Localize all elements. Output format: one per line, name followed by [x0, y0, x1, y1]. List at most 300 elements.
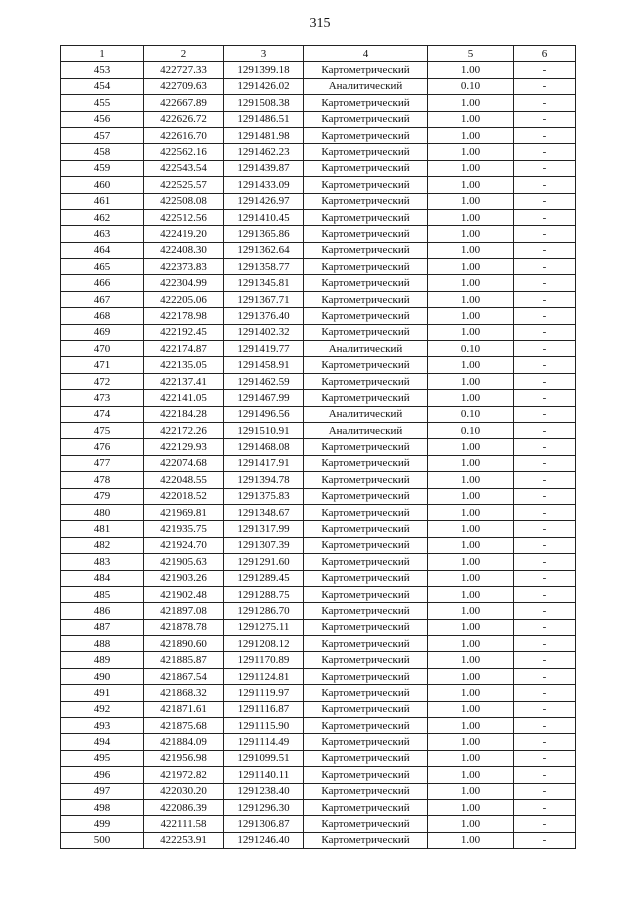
table-cell: 1.00	[428, 832, 514, 848]
table-cell: 463	[61, 226, 144, 242]
table-cell: 1.00	[428, 95, 514, 111]
table-cell: -	[514, 537, 576, 553]
table-cell: -	[514, 373, 576, 389]
table-cell: 1291116.87	[224, 701, 304, 717]
table-cell: 422512.56	[144, 209, 224, 225]
table-cell: 1291289.45	[224, 570, 304, 586]
table-cell: -	[514, 586, 576, 602]
table-cell: Картометрический	[304, 95, 428, 111]
table-cell: 422304.99	[144, 275, 224, 291]
table-row	[61, 390, 576, 406]
table-cell: Картометрический	[304, 554, 428, 570]
table-cell: 1.00	[428, 390, 514, 406]
table-cell: Картометрический	[304, 652, 428, 668]
table-cell: 1291410.45	[224, 209, 304, 225]
table-row	[61, 570, 576, 586]
table-cell: -	[514, 636, 576, 652]
table-cell: 1291317.99	[224, 521, 304, 537]
table-cell: 1.00	[428, 750, 514, 766]
table-cell: -	[514, 668, 576, 684]
table-cell: -	[514, 799, 576, 815]
table-cell: 488	[61, 636, 144, 652]
table-cell: 1291402.32	[224, 324, 304, 340]
table-cell: 491	[61, 685, 144, 701]
table-row	[61, 816, 576, 832]
table-cell: 1291119.97	[224, 685, 304, 701]
table-cell: 499	[61, 816, 144, 832]
table-cell: -	[514, 144, 576, 160]
table-cell: 1.00	[428, 193, 514, 209]
table-cell: 422508.08	[144, 193, 224, 209]
table-row	[61, 652, 576, 668]
table-cell: 453	[61, 62, 144, 78]
table-cell: 1291365.86	[224, 226, 304, 242]
table-cell: Картометрический	[304, 832, 428, 848]
table-cell: Картометрический	[304, 455, 428, 471]
table-row	[61, 193, 576, 209]
table-cell: 421884.09	[144, 734, 224, 750]
table-cell: 1291426.02	[224, 78, 304, 94]
table-cell: Картометрический	[304, 750, 428, 766]
table-cell: -	[514, 750, 576, 766]
table-cell: 1.00	[428, 308, 514, 324]
table-cell: 1.00	[428, 570, 514, 586]
table-cell: 422111.58	[144, 816, 224, 832]
table-cell: -	[514, 685, 576, 701]
table-cell: 421902.48	[144, 586, 224, 602]
table-cell: -	[514, 422, 576, 438]
table-cell: -	[514, 242, 576, 258]
table-cell: Картометрический	[304, 603, 428, 619]
table-cell: 1291486.51	[224, 111, 304, 127]
table-cell: 1.00	[428, 718, 514, 734]
table-cell: 1291481.98	[224, 127, 304, 143]
table-cell: 1.00	[428, 652, 514, 668]
table-cell: 1291291.60	[224, 554, 304, 570]
table-cell: 1.00	[428, 734, 514, 750]
table-cell: Картометрический	[304, 373, 428, 389]
table-cell: -	[514, 603, 576, 619]
table-cell: 1.00	[428, 816, 514, 832]
table-cell: 1291433.09	[224, 177, 304, 193]
table-cell: 0.10	[428, 422, 514, 438]
table-cell: 1.00	[428, 685, 514, 701]
table-cell: 1.00	[428, 799, 514, 815]
table-cell: -	[514, 275, 576, 291]
table-cell: 482	[61, 537, 144, 553]
table-row	[61, 472, 576, 488]
table-cell: 421871.61	[144, 701, 224, 717]
table-cell: -	[514, 718, 576, 734]
table-cell: 1291467.99	[224, 390, 304, 406]
table-cell: 484	[61, 570, 144, 586]
table-cell: 1291238.40	[224, 783, 304, 799]
table-row	[61, 734, 576, 750]
table-cell: 493	[61, 718, 144, 734]
table-cell: 422174.87	[144, 341, 224, 357]
table-cell: 421905.63	[144, 554, 224, 570]
table-cell: 458	[61, 144, 144, 160]
table-cell: Картометрический	[304, 177, 428, 193]
column-header: 3	[224, 46, 304, 62]
table-row	[61, 242, 576, 258]
table-cell: 1.00	[428, 472, 514, 488]
table-cell: 0.10	[428, 341, 514, 357]
table-cell: 1291170.89	[224, 652, 304, 668]
table-cell: -	[514, 160, 576, 176]
table-cell: 1.00	[428, 324, 514, 340]
table-cell: 422184.28	[144, 406, 224, 422]
table-cell: 455	[61, 95, 144, 111]
table-cell: 492	[61, 701, 144, 717]
table-row	[61, 341, 576, 357]
table-row	[61, 275, 576, 291]
table-cell: 485	[61, 586, 144, 602]
table-cell: 457	[61, 127, 144, 143]
table-cell: 462	[61, 209, 144, 225]
table-cell: -	[514, 439, 576, 455]
column-header: 5	[428, 46, 514, 62]
table-row	[61, 439, 576, 455]
table-cell: Картометрический	[304, 718, 428, 734]
table-cell: Картометрический	[304, 701, 428, 717]
table-cell: -	[514, 472, 576, 488]
table-row	[61, 78, 576, 94]
table-cell: -	[514, 177, 576, 193]
table-cell: 1291419.77	[224, 341, 304, 357]
table-cell: 422172.26	[144, 422, 224, 438]
table-cell: 1.00	[428, 259, 514, 275]
table-cell: -	[514, 111, 576, 127]
table-cell: 480	[61, 504, 144, 520]
table-cell: Картометрический	[304, 504, 428, 520]
table-body	[61, 62, 576, 849]
table-cell: 1.00	[428, 603, 514, 619]
table-cell: 421868.32	[144, 685, 224, 701]
table-row	[61, 636, 576, 652]
table-cell: 1291399.18	[224, 62, 304, 78]
table-cell: 497	[61, 783, 144, 799]
table-row	[61, 422, 576, 438]
table-cell: 1.00	[428, 160, 514, 176]
table-cell: -	[514, 816, 576, 832]
table-cell: 477	[61, 455, 144, 471]
table-cell: 421875.68	[144, 718, 224, 734]
table-cell: 481	[61, 521, 144, 537]
table-cell: 1291462.59	[224, 373, 304, 389]
table-cell: 1291286.70	[224, 603, 304, 619]
table-cell: 1.00	[428, 242, 514, 258]
table-cell: 421969.81	[144, 504, 224, 520]
table-cell: 1.00	[428, 127, 514, 143]
table-row	[61, 373, 576, 389]
table-cell: Картометрический	[304, 537, 428, 553]
table-cell: 421867.54	[144, 668, 224, 684]
table-cell: Картометрический	[304, 799, 428, 815]
table-cell: 1.00	[428, 373, 514, 389]
table-cell: 474	[61, 406, 144, 422]
table-cell: Картометрический	[304, 259, 428, 275]
table-cell: -	[514, 95, 576, 111]
table-cell: 1291417.91	[224, 455, 304, 471]
table-cell: 1.00	[428, 636, 514, 652]
table-cell: Аналитический	[304, 78, 428, 94]
table-cell: Картометрический	[304, 439, 428, 455]
table-cell: 422709.63	[144, 78, 224, 94]
table-cell: -	[514, 209, 576, 225]
table-cell: 1.00	[428, 767, 514, 783]
table-cell: 1.00	[428, 668, 514, 684]
table-cell: Картометрический	[304, 62, 428, 78]
table-cell: 1.00	[428, 144, 514, 160]
table-cell: 1.00	[428, 291, 514, 307]
table-cell: Картометрический	[304, 357, 428, 373]
table-cell: Картометрический	[304, 570, 428, 586]
column-header: 1	[61, 46, 144, 62]
table-cell: 466	[61, 275, 144, 291]
table-cell: Картометрический	[304, 521, 428, 537]
table-cell: 1291510.91	[224, 422, 304, 438]
table-cell: 422543.54	[144, 160, 224, 176]
table-cell: 1.00	[428, 455, 514, 471]
table-cell: 1.00	[428, 357, 514, 373]
table-cell: Аналитический	[304, 341, 428, 357]
table-cell: 1.00	[428, 439, 514, 455]
table-cell: -	[514, 832, 576, 848]
table-cell: -	[514, 521, 576, 537]
table-row	[61, 95, 576, 111]
table-cell: 494	[61, 734, 144, 750]
table-cell: 1291306.87	[224, 816, 304, 832]
table-cell: -	[514, 259, 576, 275]
table-cell: -	[514, 570, 576, 586]
table-cell: 1.00	[428, 275, 514, 291]
table-cell: -	[514, 504, 576, 520]
table-row	[61, 586, 576, 602]
table-cell: -	[514, 324, 576, 340]
table-cell: 422626.72	[144, 111, 224, 127]
table-cell: 421878.78	[144, 619, 224, 635]
table-cell: 476	[61, 439, 144, 455]
page-number: 315	[309, 16, 331, 31]
table-row	[61, 406, 576, 422]
table-cell: Картометрический	[304, 193, 428, 209]
table-row	[61, 357, 576, 373]
table-cell: 490	[61, 668, 144, 684]
table-row	[61, 537, 576, 553]
table-row	[61, 783, 576, 799]
table-cell: 1291375.83	[224, 488, 304, 504]
table-cell: 1291458.91	[224, 357, 304, 373]
table-cell: 421885.87	[144, 652, 224, 668]
table-cell: 421956.98	[144, 750, 224, 766]
table-cell: Картометрический	[304, 816, 428, 832]
table-cell: 422137.41	[144, 373, 224, 389]
table-cell: -	[514, 406, 576, 422]
table-cell: 422135.05	[144, 357, 224, 373]
table-cell: Картометрический	[304, 619, 428, 635]
table-cell: 473	[61, 390, 144, 406]
table-cell: 421903.26	[144, 570, 224, 586]
table-cell: Картометрический	[304, 209, 428, 225]
table-cell: -	[514, 554, 576, 570]
table-row	[61, 160, 576, 176]
table-cell: 1.00	[428, 488, 514, 504]
column-header: 2	[144, 46, 224, 62]
table-cell: -	[514, 619, 576, 635]
table-cell: 422018.52	[144, 488, 224, 504]
table-cell: 1291124.81	[224, 668, 304, 684]
table-cell: 1291362.64	[224, 242, 304, 258]
table-cell: Картометрический	[304, 783, 428, 799]
table-cell: Картометрический	[304, 144, 428, 160]
table-cell: 422373.83	[144, 259, 224, 275]
table-cell: 1291367.71	[224, 291, 304, 307]
table-cell: 422030.20	[144, 783, 224, 799]
table-cell: 422562.16	[144, 144, 224, 160]
table-cell: 1291468.08	[224, 439, 304, 455]
table-row	[61, 832, 576, 848]
table-cell: Картометрический	[304, 390, 428, 406]
table-cell: 487	[61, 619, 144, 635]
table-cell: 1291307.39	[224, 537, 304, 553]
table-cell: 1.00	[428, 554, 514, 570]
table-row	[61, 455, 576, 471]
table-cell: Картометрический	[304, 734, 428, 750]
table-row	[61, 308, 576, 324]
table-cell: 422074.68	[144, 455, 224, 471]
table-cell: -	[514, 357, 576, 373]
table-row	[61, 291, 576, 307]
table-cell: 1.00	[428, 111, 514, 127]
table-cell: 422419.20	[144, 226, 224, 242]
table-row	[61, 668, 576, 684]
table-cell: 422616.70	[144, 127, 224, 143]
table-cell: 1291345.81	[224, 275, 304, 291]
table-cell: 1291208.12	[224, 636, 304, 652]
table-cell: 1291394.78	[224, 472, 304, 488]
table-cell: 475	[61, 422, 144, 438]
table-cell: 1291288.75	[224, 586, 304, 602]
table-cell: Картометрический	[304, 275, 428, 291]
table-cell: 1291496.56	[224, 406, 304, 422]
table-cell: 1291376.40	[224, 308, 304, 324]
table-cell: -	[514, 341, 576, 357]
table-cell: Картометрический	[304, 111, 428, 127]
table-cell: -	[514, 226, 576, 242]
table-cell: Аналитический	[304, 422, 428, 438]
table-cell: Картометрический	[304, 767, 428, 783]
table-cell: 467	[61, 291, 144, 307]
table-cell: 483	[61, 554, 144, 570]
table-cell: Картометрический	[304, 308, 428, 324]
table-row	[61, 111, 576, 127]
table-cell: 1291348.67	[224, 504, 304, 520]
table-cell: 1.00	[428, 537, 514, 553]
table-cell: 479	[61, 488, 144, 504]
table-cell: 1.00	[428, 701, 514, 717]
table-cell: 1291462.23	[224, 144, 304, 160]
table-cell: Картометрический	[304, 291, 428, 307]
table-cell: -	[514, 734, 576, 750]
table-cell: -	[514, 127, 576, 143]
table-cell: 472	[61, 373, 144, 389]
table-row	[61, 521, 576, 537]
table-cell: Картометрический	[304, 636, 428, 652]
table-cell: 1291115.90	[224, 718, 304, 734]
table-cell: 421897.08	[144, 603, 224, 619]
table-cell: Картометрический	[304, 586, 428, 602]
table-row	[61, 718, 576, 734]
table-cell: -	[514, 488, 576, 504]
table-cell: -	[514, 455, 576, 471]
table-row	[61, 144, 576, 160]
table-cell: 422048.55	[144, 472, 224, 488]
table-cell: 1.00	[428, 619, 514, 635]
table-cell: 1291426.97	[224, 193, 304, 209]
table-cell: 1291275.11	[224, 619, 304, 635]
table-row	[61, 603, 576, 619]
table-row	[61, 62, 576, 78]
table-cell: 1291358.77	[224, 259, 304, 275]
table-cell: 422192.45	[144, 324, 224, 340]
table-cell: -	[514, 62, 576, 78]
table-cell: 1291114.49	[224, 734, 304, 750]
coordinates-table	[60, 45, 576, 849]
table-cell: 464	[61, 242, 144, 258]
table-cell: -	[514, 390, 576, 406]
table-cell: 486	[61, 603, 144, 619]
table-cell: Картометрический	[304, 160, 428, 176]
table-cell: 1.00	[428, 177, 514, 193]
table-cell: 500	[61, 832, 144, 848]
table-cell: Картометрический	[304, 488, 428, 504]
table-cell: 469	[61, 324, 144, 340]
table-cell: 421935.75	[144, 521, 224, 537]
table-cell: 421972.82	[144, 767, 224, 783]
table-cell: 422727.33	[144, 62, 224, 78]
table-row	[61, 504, 576, 520]
table-cell: 1291508.38	[224, 95, 304, 111]
table-cell: 422667.89	[144, 95, 224, 111]
table-cell: 1.00	[428, 586, 514, 602]
table-cell: Картометрический	[304, 226, 428, 242]
table-cell: 468	[61, 308, 144, 324]
table-cell: 1291296.30	[224, 799, 304, 815]
table-cell: -	[514, 783, 576, 799]
table-row	[61, 259, 576, 275]
table-row	[61, 799, 576, 815]
table-cell: 421924.70	[144, 537, 224, 553]
table-cell: 422205.06	[144, 291, 224, 307]
table-cell: 495	[61, 750, 144, 766]
table-row	[61, 767, 576, 783]
table-cell: 498	[61, 799, 144, 815]
table-cell: 1.00	[428, 783, 514, 799]
table-cell: 1291140.11	[224, 767, 304, 783]
table-row	[61, 554, 576, 570]
table-cell: -	[514, 767, 576, 783]
table-row	[61, 127, 576, 143]
table-cell: Аналитический	[304, 406, 428, 422]
table-cell: Картометрический	[304, 127, 428, 143]
table-cell: -	[514, 78, 576, 94]
table-cell: 422408.30	[144, 242, 224, 258]
table-cell: -	[514, 701, 576, 717]
table-cell: 422525.57	[144, 177, 224, 193]
table-cell: 422141.05	[144, 390, 224, 406]
table-cell: -	[514, 652, 576, 668]
